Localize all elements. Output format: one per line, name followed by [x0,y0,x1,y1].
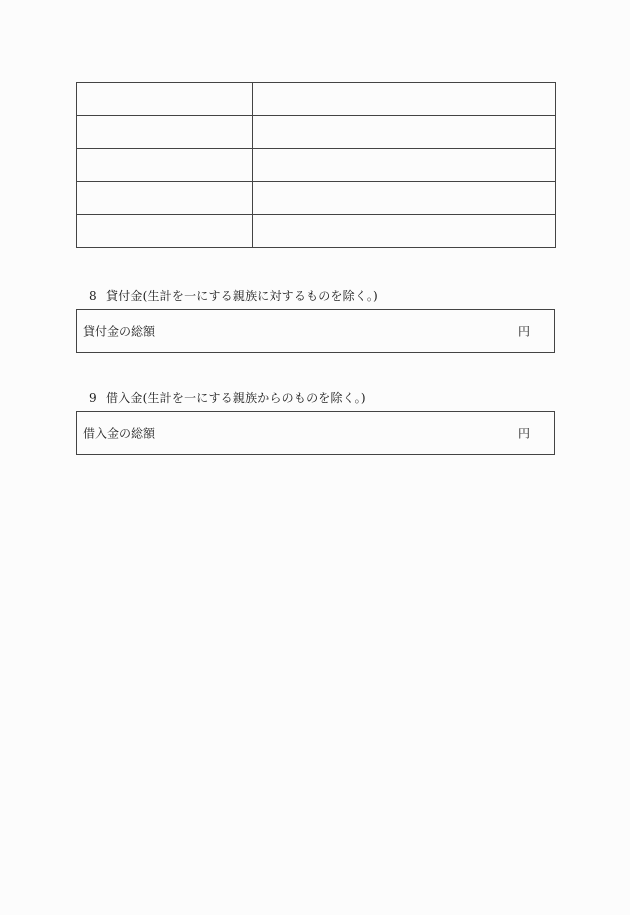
section-9-number: 9 [89,391,97,405]
table-cell [253,215,556,248]
table-row [77,215,556,248]
table-cell [253,116,556,149]
loans-receivable-label: 貸付金の総額 [83,324,156,339]
section-9-heading [89,389,366,406]
table-cell [77,149,253,182]
table-cell [77,215,253,248]
top-table [76,82,556,248]
table-cell [77,116,253,149]
borrowings-unit: 円 [517,426,530,441]
section-8-number: 8 [89,289,97,303]
borrowings-label: 借入金の総額 [83,426,156,441]
table-cell [77,83,253,116]
table-row [77,116,556,149]
table-cell [253,83,556,116]
section-8-heading [89,287,378,304]
table-cell [77,182,253,215]
table-row [77,149,556,182]
section-9-title: 借入金(生計を一にする親族からのものを除く。) [106,391,366,405]
borrowings-box [76,411,555,455]
table-row [77,182,556,215]
loans-receivable-box [76,309,555,353]
table-row [77,83,556,116]
table-cell [253,182,556,215]
loans-receivable-unit: 円 [517,324,530,339]
table-cell [253,149,556,182]
section-8-title: 貸付金(生計を一にする親族に対するものを除く。) [106,289,378,303]
